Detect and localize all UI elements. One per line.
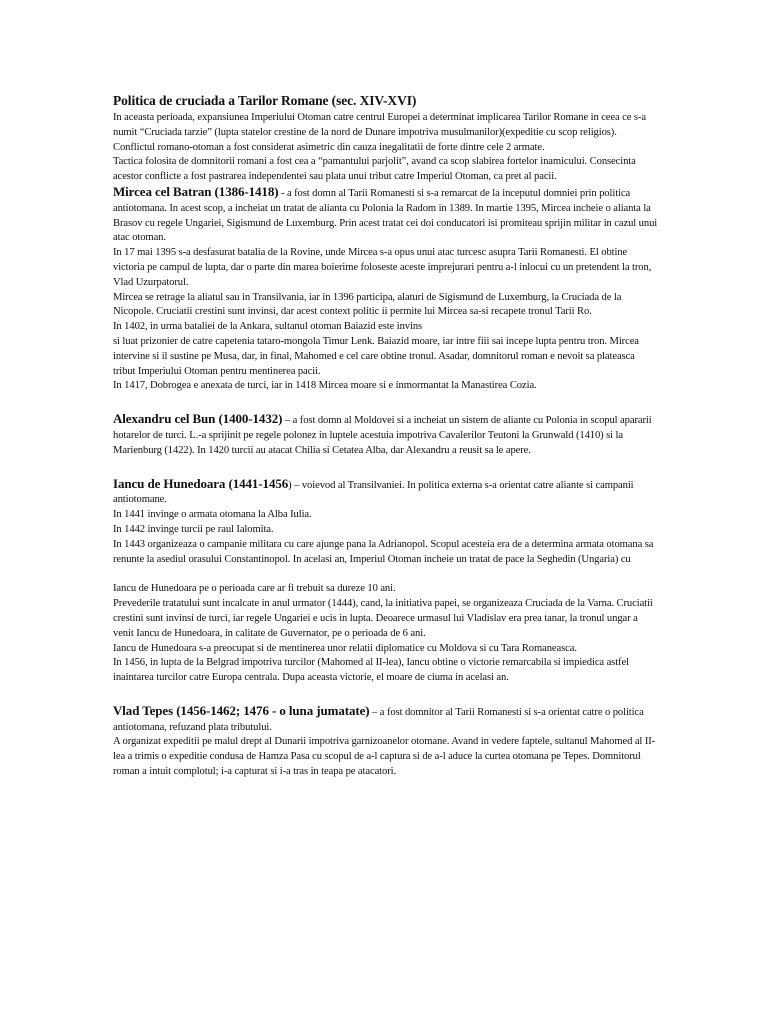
mircea-paragraph-1: In 17 mai 1395 s-a desfasurat batalia de la Rovine, unde Mircea s-a opus unui atac turcesc asupra Tarii Romanesti. El obtine victoria pe campul de lupta, dar o parte din marea boierime foloseste aceste imprejurari pentru a-l inlocui cu un pretendent la tron, Vlad Uzurpatorul. — [113, 247, 652, 288]
document-page — [113, 92, 658, 780]
intro-paragraph-1: In aceasta perioada, expansiunea Imperiului Otoman catre centrul Europei a determinat implicarea Tarilor Romane in ceea ce s-a numit “Cruciada tarzie” (lupta statelor crestine de la nord de Dunare impotriva musulmanilor)(expeditie cu scop religios). — [113, 112, 646, 138]
mircea-paragraph-3: In 1402, in urma bataliei de la Ankara, sultanul otoman Baiazid este invins — [113, 321, 423, 333]
iancu-paragraph-4: Iancu de Hunedoara pe o perioada care ar fi trebuit sa dureze 10 ani. — [113, 583, 396, 595]
section-heading-alexandru: Alexandru cel Bun (1400-1432) — [113, 411, 283, 427]
section-lead-alexandru: – a fost domn al Moldovei si a incheiat un sistem de aliante cu Polonia in scopul apararii hotarelor de turci. L.-a sprijinit pe regele polonez in luptele acestuia impotriva Cavalerilor Teutoni la Grunwald (1410) si la Marienburg (1422). In 1420 turcii au atacat Chilia si Cetatea Alba, dar Alexandru a reusit sa le apere. — [113, 415, 652, 456]
intro-paragraph-3: Tactica folosita de domnitorii romani a fost cea a “pamantului parjolit”, avand ca scop slabirea fortelor inamicului. Consecinta acestor conflicte a fost pastrarea independentei sau plata unui tribut catre Imperiul Otoman, ca pret al pacii. — [113, 156, 636, 183]
section-lead-iancu: ) – voievod al Transilvaniei. In politica externa s-a orientat catre aliante si campanii antiotomane. — [113, 479, 634, 506]
iancu-paragraph-6: Iancu de Hunedoara s-a preocupat si de mentinerea unor relatii diplomatice cu Moldova si cu Tara Romaneasca. — [113, 642, 577, 654]
intro-paragraph-2: Conflictul romano-otoman a fost considerat asimetric din cauza inegalitatii de forte dintre cele 2 armate. — [113, 141, 545, 153]
section-heading-mircea: Mircea cel Batran (1386-1418) — [113, 183, 279, 199]
section-iancu — [113, 477, 658, 509]
vlad-paragraph-1: A organizat expeditii pe malul drept al Dunarii impotriva garnizoanelor otomane. Avand in vedere faptele, sultanul Mahomed al II-lea a trimis o expeditie condusa de Hamza Pasa cu scopul de a-l captura si de a-l aduce la curtea otomana pe Tepes. Domnitorul roman a intuit complotul; i-a capturat si i-a tras in teapa pe atacatori. — [113, 736, 656, 778]
section-lead-mircea: - a fost domn al Tarii Romanesti si s-a remarcat de la inceputul domniei prin politica antiotomana. In acest scop, a incheiat un tratat de alianta cu Polonia la Radom in 1389. In martie 1395, Mircea incheie o alianta la Brasov cu regele Ungariei, Sigismund de Luxemburg. Prin acest tratat cei doi conducatori isi promiteau sprijin militar in cazul unui atac otoman. — [113, 187, 658, 244]
section-heading-iancu: Iancu de Hunedoara (1441-1456 — [113, 475, 289, 491]
iancu-paragraph-7: In 1456, in lupta de la Belgrad impotriva turcilor (Mahomed al II-lea), Iancu obtine o victorie remarcabila si impiedica astfel inaintarea turcilor catre Europa centrala. Dupa aceasta victorie, el moare de ciuma in acelasi an. — [113, 657, 629, 684]
section-vlad — [113, 704, 658, 736]
mircea-paragraph-4: si luat prizonier de catre capetenia tataro-mongola Timur Lenk. Baiazid moare, iar intre fiii sai incepe lupta pentru tron. Mircea intervine si il sustine pe Musa, dar, in final, Mahomed e cel care obtine tronul. Asadar, domnitorul roman e nevoit sa plateasca tribut Imperiului Otoman pentru mentinerea pacii. — [113, 335, 639, 377]
section-alexandru — [113, 412, 658, 458]
iancu-paragraph-1: In 1441 invinge o armata otomana la Alba Iulia. — [113, 509, 312, 521]
mircea-paragraph-2: Mircea se retrage la aliatul sau in Transilvania, iar in 1396 participa, alaturi de Sigismund de Luxemburg, la Cruciada de la Nicopole. Cruciatii crestini sunt invinsi, dar acest context politic ii permite lui Mircea sa-si recapete tronul Tarii Ro. — [113, 291, 622, 318]
section-heading-vlad: Vlad Tepes (1456-1462; 1476 - o luna jumatate) — [113, 702, 370, 718]
iancu-paragraph-3: In 1443 organizeaza o campanie militara cu care ajunge pana la Adrianopol. Scopul acesteia era de a determina armata otomana sa renunte la asediul orasului Constantinopol. In acelasi an, Imperiul Otoman incheie un tratat de pace la Seghedin (Ungaria) cu — [113, 538, 654, 565]
iancu-paragraph-2: In 1442 invinge turcii pe raul Ialomita. — [113, 523, 274, 535]
iancu-paragraph-5: Prevederile tratatului sunt incalcate in anul urmator (1444), cand, la initiativa papei, se organizeaza Cruciada de la Varna. Cruciatii crestini sunt invinsi de turci, iar regele Ungariei e ucis in lupta. Deoarece urmasul lui Vladislav era prea tanar, la tronul ungar a venit Iancu de Hunedoara, in calitate de Guvernator, pe o perioada de 6 ani. — [113, 598, 653, 639]
document-title: Politica de cruciada a Tarilor Romane (sec. XIV-XVI) — [113, 93, 417, 108]
mircea-paragraph-5: In 1417, Dobrogea e anexata de turci, iar in 1418 Mircea moare si e inmormantat la Manastirea Cozia. — [113, 380, 537, 392]
section-lead-vlad: – a fost domnitor al Tarii Romanesti si s-a orientat catre o politica antiotomana, refuzand plata tributului. — [113, 706, 644, 733]
section-mircea — [113, 185, 658, 246]
